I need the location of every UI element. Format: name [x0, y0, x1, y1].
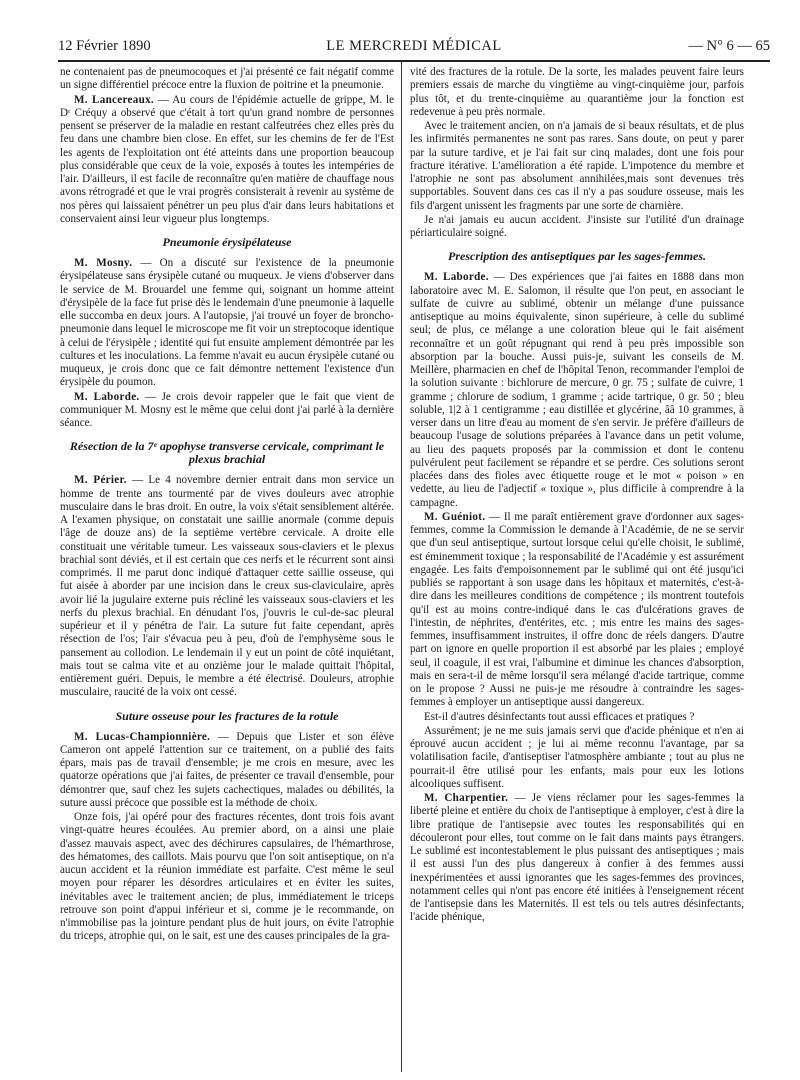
- paragraph-text: Onze fois, j'ai opéré pour des fractures récentes, dont trois fois avant vingt-quatre heures écoulées. Au premier abord, on a ainsi une plaie d'assez mauvais aspect, avec des déchirures capsulaires, de l'hémarthrose, des hématomes, des caillots. Mais pourvu que l'on soit antiseptique, on n'a aucun accident et la réunion immédiate est parfaite. C'est même le seul moyen pour réparer les désordres articulaires et en éviter les suites, inévitables avec le traitement ancien; de plus, immédiatement le triceps retrouve son point d'appui inférieur et si, comme je le recommande, on n'immobilise pas la jointure pendant plus de huit jours, on évite l'atrophie du triceps, atrophie qui, on le sait, est une des causes principales de la gra-: [60, 811, 394, 943]
- paragraph: [410, 511, 744, 710]
- speaker-name: M. Lancereaux.: [74, 93, 154, 106]
- paragraph: [410, 271, 744, 510]
- paragraph-text: — Il me paraît entièrement grave d'ordonner aux sages-femmes, comme la Commission le demande à l'Académie, de ne se servir que d'un seul antiseptique, surtout lorsque celui qu'elle choisit, le sublimé, est éminemment toxique ; la responsabilité de l'Académie y est assurément engagée. Les faits d'empoisonnement par le sublimé qui ont été jusqu'ici publiés se rapportant à son usage dans les hôpitaux et maternités, c'est-à-dire dans les meilleures conditions de compétence ; ils montrent toutefois qu'il est au moins contre-indiqué dans le cas d'ulcérations graves de l'intestin, de néphrites, d'entérites, etc. ; mis entre les mains des sages-femmes, insuffisamment instruites, il offre donc de réels dangers. D'autre part on ignore en quelle proportion il est absorbé par les plaies ; employé seul, il coagule, il est vrai, l'albumine et diminue les chances d'absorption, mais en sera-t-il de même lorsqu'il sera mélangé d'acide tartrique, comme on le propose ? Aussi ne puis-je me résoudre à contraindre les sages-femmes à employer un antiseptique aussi dangereux.: [410, 510, 744, 709]
- paragraph: [410, 120, 744, 213]
- paragraph-text: Est-il d'autres désinfectants tout aussi efficaces et pratiques ?: [424, 710, 695, 723]
- page-number: — N° 6 — 65: [688, 38, 770, 54]
- paragraph: [60, 257, 394, 390]
- section-heading: Suture osseuse pour les fractures de la rotule: [115, 708, 339, 723]
- paragraph: [410, 711, 744, 724]
- paragraph-text: — Au cours de l'épidémie actuelle de grippe, M. le Dʳ Créquy a observé que c'était à tort qu'un grand nombre de personnes pensent se préserver de la maladie en restant calfeutrées chez elles près du feu dans une chambre bien close. En effet, sur les chemins de fer de l'Est les agents de l'exploitation ont été atteints dans une proportion beaucoup plus considérable que ceux de la voie, exposés à toutes les intempéries de l'air. D'ailleurs, il est facile de reconnaître qu'en matière de chauffage nous avons rétrogradé et que le vrai progrès consisterait à revenir au système de nos pères qui laissaient pénétrer un peu plus d'air dans leurs habitations et conservaient ainsi leur vigueur plus longtemps.: [60, 93, 394, 225]
- paragraph: [410, 725, 744, 791]
- paragraph-text: — Le 4 novembre dernier entrait dans mon service un homme de trente ans tourmenté par de vives douleurs avec atrophie musculaire dans le bras droit. En outre, la voix s'était sensiblement altérée. A l'examen physique, on constatait une saillie anormale (comme depuis l'âge de douze ans) de la septième vertèbre cervicale. A droite elle constituait une véritable tumeur. Les vaisseaux sous-claviers et le plexus brachial sont déviés, et il est certain que ces nerfs et le récurrent sont ainsi comprimés. Il me parut donc indiqué d'attaquer cette saillie osseuse, qui fut aisée à aborder par une incision dans le creux sus-claviculaire, après avoir lié la jugulaire externe puis récliné les vaisseaux sous-claviers et les nerfs du plexus brachial. En dénudant l'os, j'ouvris le cul-de-sac pleural supérieur et il y pénétra de l'air. La suture fut faite cependant, après résection de l'os; l'air s'évacua peu à peu, d'où de l'emphysème sous le pansement au collodion. Le lendemain il y eut un point de côté inquiétant, mais tout se calma vite et au onzième jour le malade quittait l'hôpital, entièrement guéri. Depuis, le membre a été électrisé. Douleurs, atrophie musculaire, raucité de la voix ont cessé.: [60, 474, 394, 699]
- paragraph-text: — Je crois devoir rappeler que le fait que vient de communiquer M. Mosny est le même que celui dont j'ai parlé à la dernière séance.: [60, 390, 394, 429]
- paragraph-text: — Des expériences que j'ai faites en 1888 dans mon laboratoire avec M. E. Salomon, il résulte que l'on peut, en associant le sulfate de cuivre au sublimé, obtenir un mélange d'une puissance antiseptique au moins équivalente, sinon supérieure, à celle du sublimé seul; de plus, ce mélange a une coloration bleue qui le fait aisément reconnaître et un goût répugnant qui rend à peu près impossible son absorption par la bouche. Aussi puis-je, suivant les conseils de M. Meillère, pharmacien en chef de l'hôpital Tenon, recommander l'emploi de la solution suivante : bichlorure de mercure, 0 gr. 75 ; sulfate de cuivre, 1 gramme ; chlorure de sodium, 1 gramme ; acide tartrique, 0 gr. 50 ; bleu soluble, 1|2 à 1 centigramme ; eau distillée et glycérine, ââ 10 grammes, à verser dans un litre d'eau au moment de s'en servir. Je préfère d'ailleurs de beaucoup l'usage de solutions préparées à l'avance dans un petit volume, au lieu des paquets proposés par la commission et dont le contenu pulvérulent peut facilement se répandre et se perdre. Ces solutions seront placées dans des fioles avec étiquette rouge et le mot « poison » en vedette, au lieu de l'adjectif « toxique », plus difficile à comprendre à la campagne.: [410, 271, 744, 509]
- column-divider: [401, 62, 402, 1072]
- paragraph-text: vité des fractures de la rotule. De la sorte, les malades peuvent faire leurs premiers essais de marche du vingtième au vingt-cinquième jour, parfois plus tôt, et du trente-cinquième au quarantième jour la fonction est redevenue à peu près normale.: [410, 66, 744, 118]
- issue-date: 12 Février 1890: [58, 38, 151, 54]
- speaker-name: M. Mosny.: [74, 257, 133, 269]
- paragraph: [410, 792, 744, 925]
- paragraph: [60, 391, 394, 431]
- paragraph-text: Avec le traitement ancien, on n'a jamais de si beaux résultats, et de plus les infirmités permanentes ne sont pas rares. Sans doute, on peut y parer par la suture tardive, et je l'ai fait sur cinq malades, dont une fois pour fracture itérative. L'amélioration a été rapide. L'impotence du membre et l'atrophie ne sont pas absolument annihilées,mais sont devenues très supportables. Souvent dans ces cas il n'y a pas soudure osseuse, mais les fils d'argent unissent les fragments par une sorte de charnière.: [410, 120, 744, 212]
- paragraph: [60, 811, 394, 944]
- paragraph: [60, 731, 394, 811]
- paragraph: [60, 474, 394, 699]
- speaker-name: M. Lucas-Championnière.: [74, 730, 211, 743]
- paragraph: [410, 66, 744, 119]
- paragraph: [410, 214, 744, 241]
- paragraph-text: — Je viens réclamer pour les sages-femmes la liberté pleine et entière du choix de l'antiseptique à employer, c'est à dire la libre pratique de l'antisepsie avec toutes les responsabilités qui en découleront pour elles, tout comme on le fait dans maints pays étrangers. Le sublimé est incontestablement le plus puissant des antiseptiques ; mais il est aussi l'un des plus dangereux à confier à des femmes aussi inexpérimentées et aussi ignorantes que les sages-femmes des provinces, notamment celles qui n'ont pas encore été initiées à l'enseignement récent de l'antisepsie dans les Maternités. Il est tels ou tels autres désinfectants, l'acide phénique,: [410, 792, 744, 924]
- section-heading: Résection de la 7ᵉ apophyse transverse cervicale, comprimant le plexus brachial: [69, 439, 385, 467]
- speaker-name: M. Laborde.: [424, 271, 489, 284]
- paragraph: [60, 94, 394, 227]
- right-column: [410, 66, 744, 1072]
- speaker-name: M. Guéniot.: [424, 510, 486, 523]
- paragraph-text: — Depuis que Lister et son élève Cameron ont appelé l'attention sur ce traitement, on a publié des faits épars, mais pas de travail d'ensemble; je me crois en mesure, avec les quatorze opérations que j'ai faites, de présenter ce travail d'ensemble, pour démontrer que, sauf chez les sujets cachectiques, malades ou débilités, la suture aussi précoce que possible est la méthode de choix.: [60, 730, 394, 809]
- speaker-name: M. Charpentier.: [424, 792, 509, 804]
- paragraph-text: Je n'ai jamais eu aucun accident. J'insiste sur l'utilité d'un drainage périarticulaire soigné.: [410, 213, 744, 239]
- paragraph: [60, 66, 394, 93]
- section-heading: Pneumonie érysipélateuse: [162, 235, 292, 249]
- speaker-name: M. Laborde.: [74, 390, 140, 403]
- section-heading: Prescription des antiseptiques par les sages-femmes.: [448, 249, 706, 264]
- paragraph-text: ne contenaient pas de pneumocoques et j'ai présenté ce fait négatif comme un signe différentiel précoce entre la fluxion de poitrine et la pneumonie.: [60, 66, 394, 92]
- paragraph-text: — On a discuté sur l'existence de la pneumonie érysipélateuse sans érysipèle cutané ou muqueux. Je viens d'observer dans le service de M. Brouardel une femme qui, soignant un homme atteint d'érysipèle de la face fut prise dès le lendemain d'une pneumonie à laquelle elle succomba en deux jours. A l'autopsie, j'ai trouvé un foyer de broncho-pneumonie dans lequel le microscope me fit voir un streptocoque identique à celui de l'érysipèle ; identité qui fut ensuite amplement démontrée par les cultures et les inoculations. La femme n'avait eu aucun érysipèle cutané ou muqueux, je crois donc que ce fait démontre nettement l'existence d'un érysipèle du poumon.: [60, 257, 394, 389]
- header-rule: [58, 60, 770, 62]
- speaker-name: M. Périer.: [74, 474, 127, 487]
- page-header: [58, 38, 770, 58]
- journal-title: LE MERCREDI MÉDICAL: [326, 38, 502, 54]
- left-column: [60, 66, 394, 1072]
- paragraph-text: Assurément; je ne me suis jamais servi que d'acide phénique et n'en ai éprouvé aucun accident ; je lui ai même reconnu l'avantage, par sa volatilisation facile, d'antiseptiser l'atmosphère ambiante ; tout au plus ne pourrait-il être utilisé pour les enfants, mais pour eux les lotions alcooliques suffisent.: [410, 724, 744, 790]
